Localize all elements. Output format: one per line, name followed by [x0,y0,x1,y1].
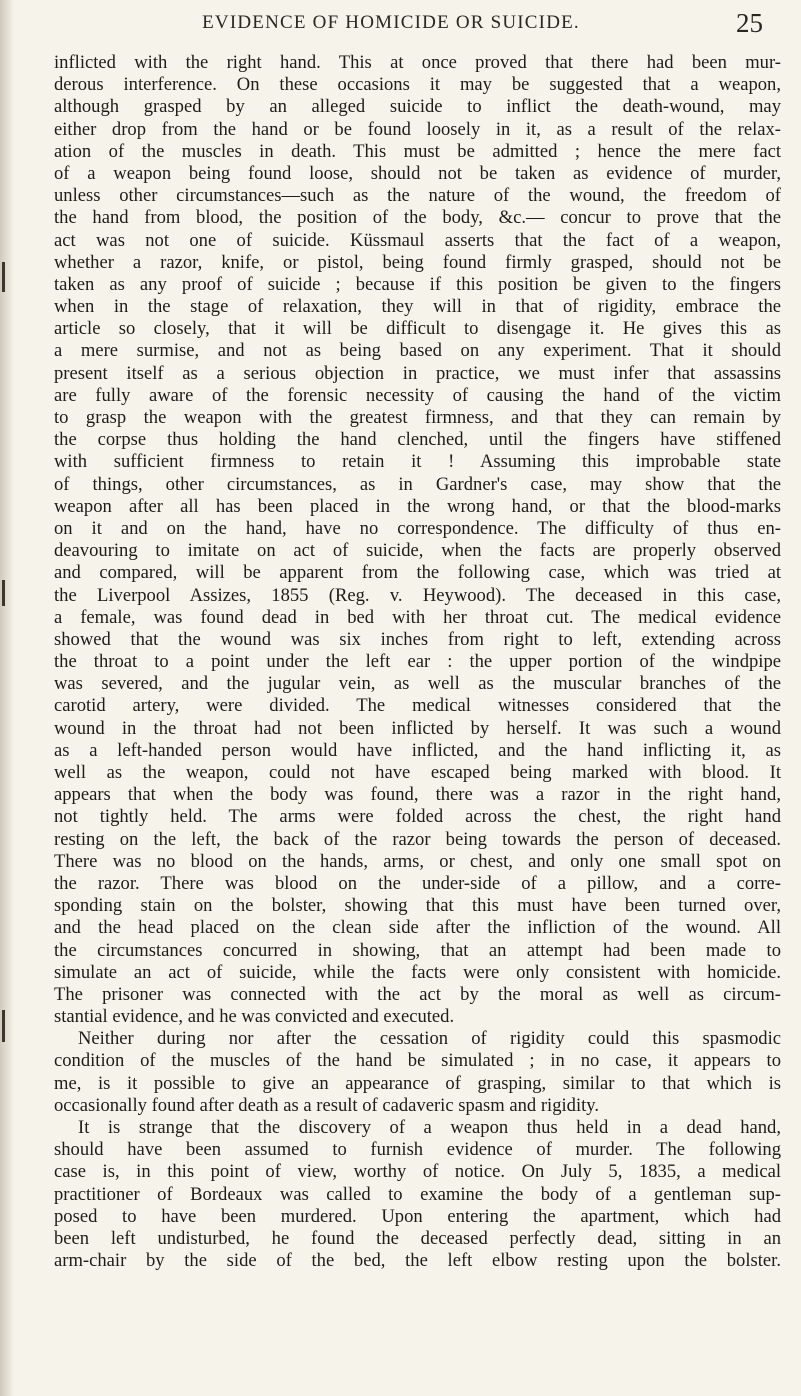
text-line: the throat to a point under the left ear : the upper portion of the windpipe [54,651,781,673]
running-head [0,8,801,46]
text-line: The prisoner was connected with the act by the moral as well as circum- [54,983,781,1005]
text-line: been left undisturbed, he found the deceased perfectly dead, sitting in an [54,1227,781,1249]
text-line: deavouring to imitate on act of suicide, when the facts are properly observed [54,540,781,562]
text-line: was severed, and the jugular vein, as well as the muscular branches of the [54,673,781,695]
text-line: not tightly held. The arms were folded across the chest, the right hand [54,806,781,828]
text-line: present itself as a serious objection in practice, we must infer that assassins [54,362,781,384]
text-line: carotid artery, were divided. The medical witnesses considered that the [54,695,781,717]
text-line: to grasp the weapon with the greatest firmness, and that they can remain by [54,407,781,428]
text-line: and compared, will be apparent from the following case, which was tried at [54,562,781,584]
running-title: EVIDENCE OF HOMICIDE OR SUICIDE. [202,12,580,33]
text-line: taken as any proof of suicide ; because if this position be given to the fingers [54,273,781,295]
text-line: a mere surmise, and not as being based on any experiment. That it should [54,340,781,362]
text-line: the circumstances concurred in showing, that an attempt had been made to [54,939,781,961]
margin-mark [2,1010,5,1042]
text-line: weapon after all has been placed in the wrong hand, or that the blood-marks [54,495,781,517]
body-text [54,52,781,1272]
text-line: showed that the wound was six inches from right to left, extending across [54,628,781,650]
text-line: resting on the left, the back of the razor being towards the person of deceased. [54,828,781,850]
text-line: me, is it possible to give an appearance of grasping, similar to that which is [54,1072,781,1094]
text-line: should have been assumed to furnish evidence of murder. The following [54,1139,781,1161]
text-line: case is, in this point of view, worthy of notice. On July 5, 1835, a medical [54,1161,781,1183]
text-line: wound in the throat had not been inflicted by herself. It was such a wound [54,717,781,739]
text-line: simulate an act of suicide, while the facts were only consistent with homicide. [54,961,781,983]
text-line: a female, was found dead in bed with her throat cut. The medical evidence [54,606,781,628]
text-line: although grasped by an alleged suicide to inflict the death-wound, may [54,96,781,118]
text-line: are fully aware of the forensic necessity of causing the hand of the victim [54,384,781,406]
text-line: either drop from the hand or be found loosely in it, as a result of the relax- [54,118,781,140]
text-line: sponding stain on the bolster, showing that this must have been turned over, [54,895,781,917]
text-line: occasionally found after death as a result of cadaveric spasm and rigidity. [54,1094,600,1116]
text-line: whether a razor, knife, or pistol, being found firmly grasped, should not be [54,251,781,273]
text-line: on it and on the hand, have no correspondence. The difficulty of thus en- [54,517,781,539]
text-line: stantial evidence, and he was convicted and executed. [54,1006,455,1028]
page-gutter-shadow [0,0,14,1396]
text-line: posed to have been murdered. Upon entering the apartment, which had [54,1205,781,1227]
text-line: There was no blood on the hands, arms, or chest, and only one small spot on [54,850,781,872]
text-line: the corpse thus holding the hand clenched, until the fingers have stiffened [54,429,781,451]
text-line: Neither during nor after the cessation of rigidity could this spasmodic [78,1028,781,1050]
text-line: the Liverpool Assizes, 1855 (Reg. v. Heywood). The deceased in this case, [54,584,781,606]
text-line: act was not one of suicide. Küssmaul asserts that the fact of a weapon, [54,229,781,251]
text-line: the hand from blood, the position of the body, &c.— concur to prove that the [54,207,781,229]
text-line: when in the stage of relaxation, they will in that of rigidity, embrace the [54,296,781,318]
text-line: arm-chair by the side of the bed, the left elbow resting upon the bolster. [54,1250,781,1272]
text-line: of things, other circumstances, as in Gardner's case, may show that the [54,473,781,495]
page-number: 25 [736,8,763,38]
text-line: with sufficient firmness to retain it ! Assuming this improbable state [54,451,781,473]
text-line: as a left-handed person would have inflicted, and the hand inflicting it, as [54,739,781,761]
text-line: of a weapon being found loose, should not be taken as evidence of murder, [54,162,781,184]
text-line: practitioner of Bordeaux was called to examine the body of a gentleman sup- [54,1183,781,1205]
text-line: ation of the muscles in death. This must be admitted ; hence the mere fact [54,140,781,162]
margin-mark [2,580,5,606]
text-line: and the head placed on the clean side after the infliction of the wound. All [54,917,781,939]
text-line: appears that when the body was found, there was a razor in the right hand, [54,784,781,806]
text-line: derous interference. On these occasions it may be suggested that a weapon, [54,74,781,96]
text-line: condition of the muscles of the hand be simulated ; in no case, it appears to [54,1050,781,1072]
text-line: inflicted with the right hand. This at once proved that there had been mur- [54,52,781,73]
margin-mark [2,262,5,292]
text-line: article so closely, that it will be difficult to disengage it. He gives this as [54,318,781,340]
text-line: It is strange that the discovery of a weapon thus held in a dead hand, [78,1117,781,1138]
text-line: well as the weapon, could not have escaped being marked with blood. It [54,762,781,783]
text-line: unless other circumstances—such as the nature of the wound, the freedom of [54,185,781,207]
text-line: the razor. There was blood on the under-side of a pillow, and a corre- [54,872,781,894]
